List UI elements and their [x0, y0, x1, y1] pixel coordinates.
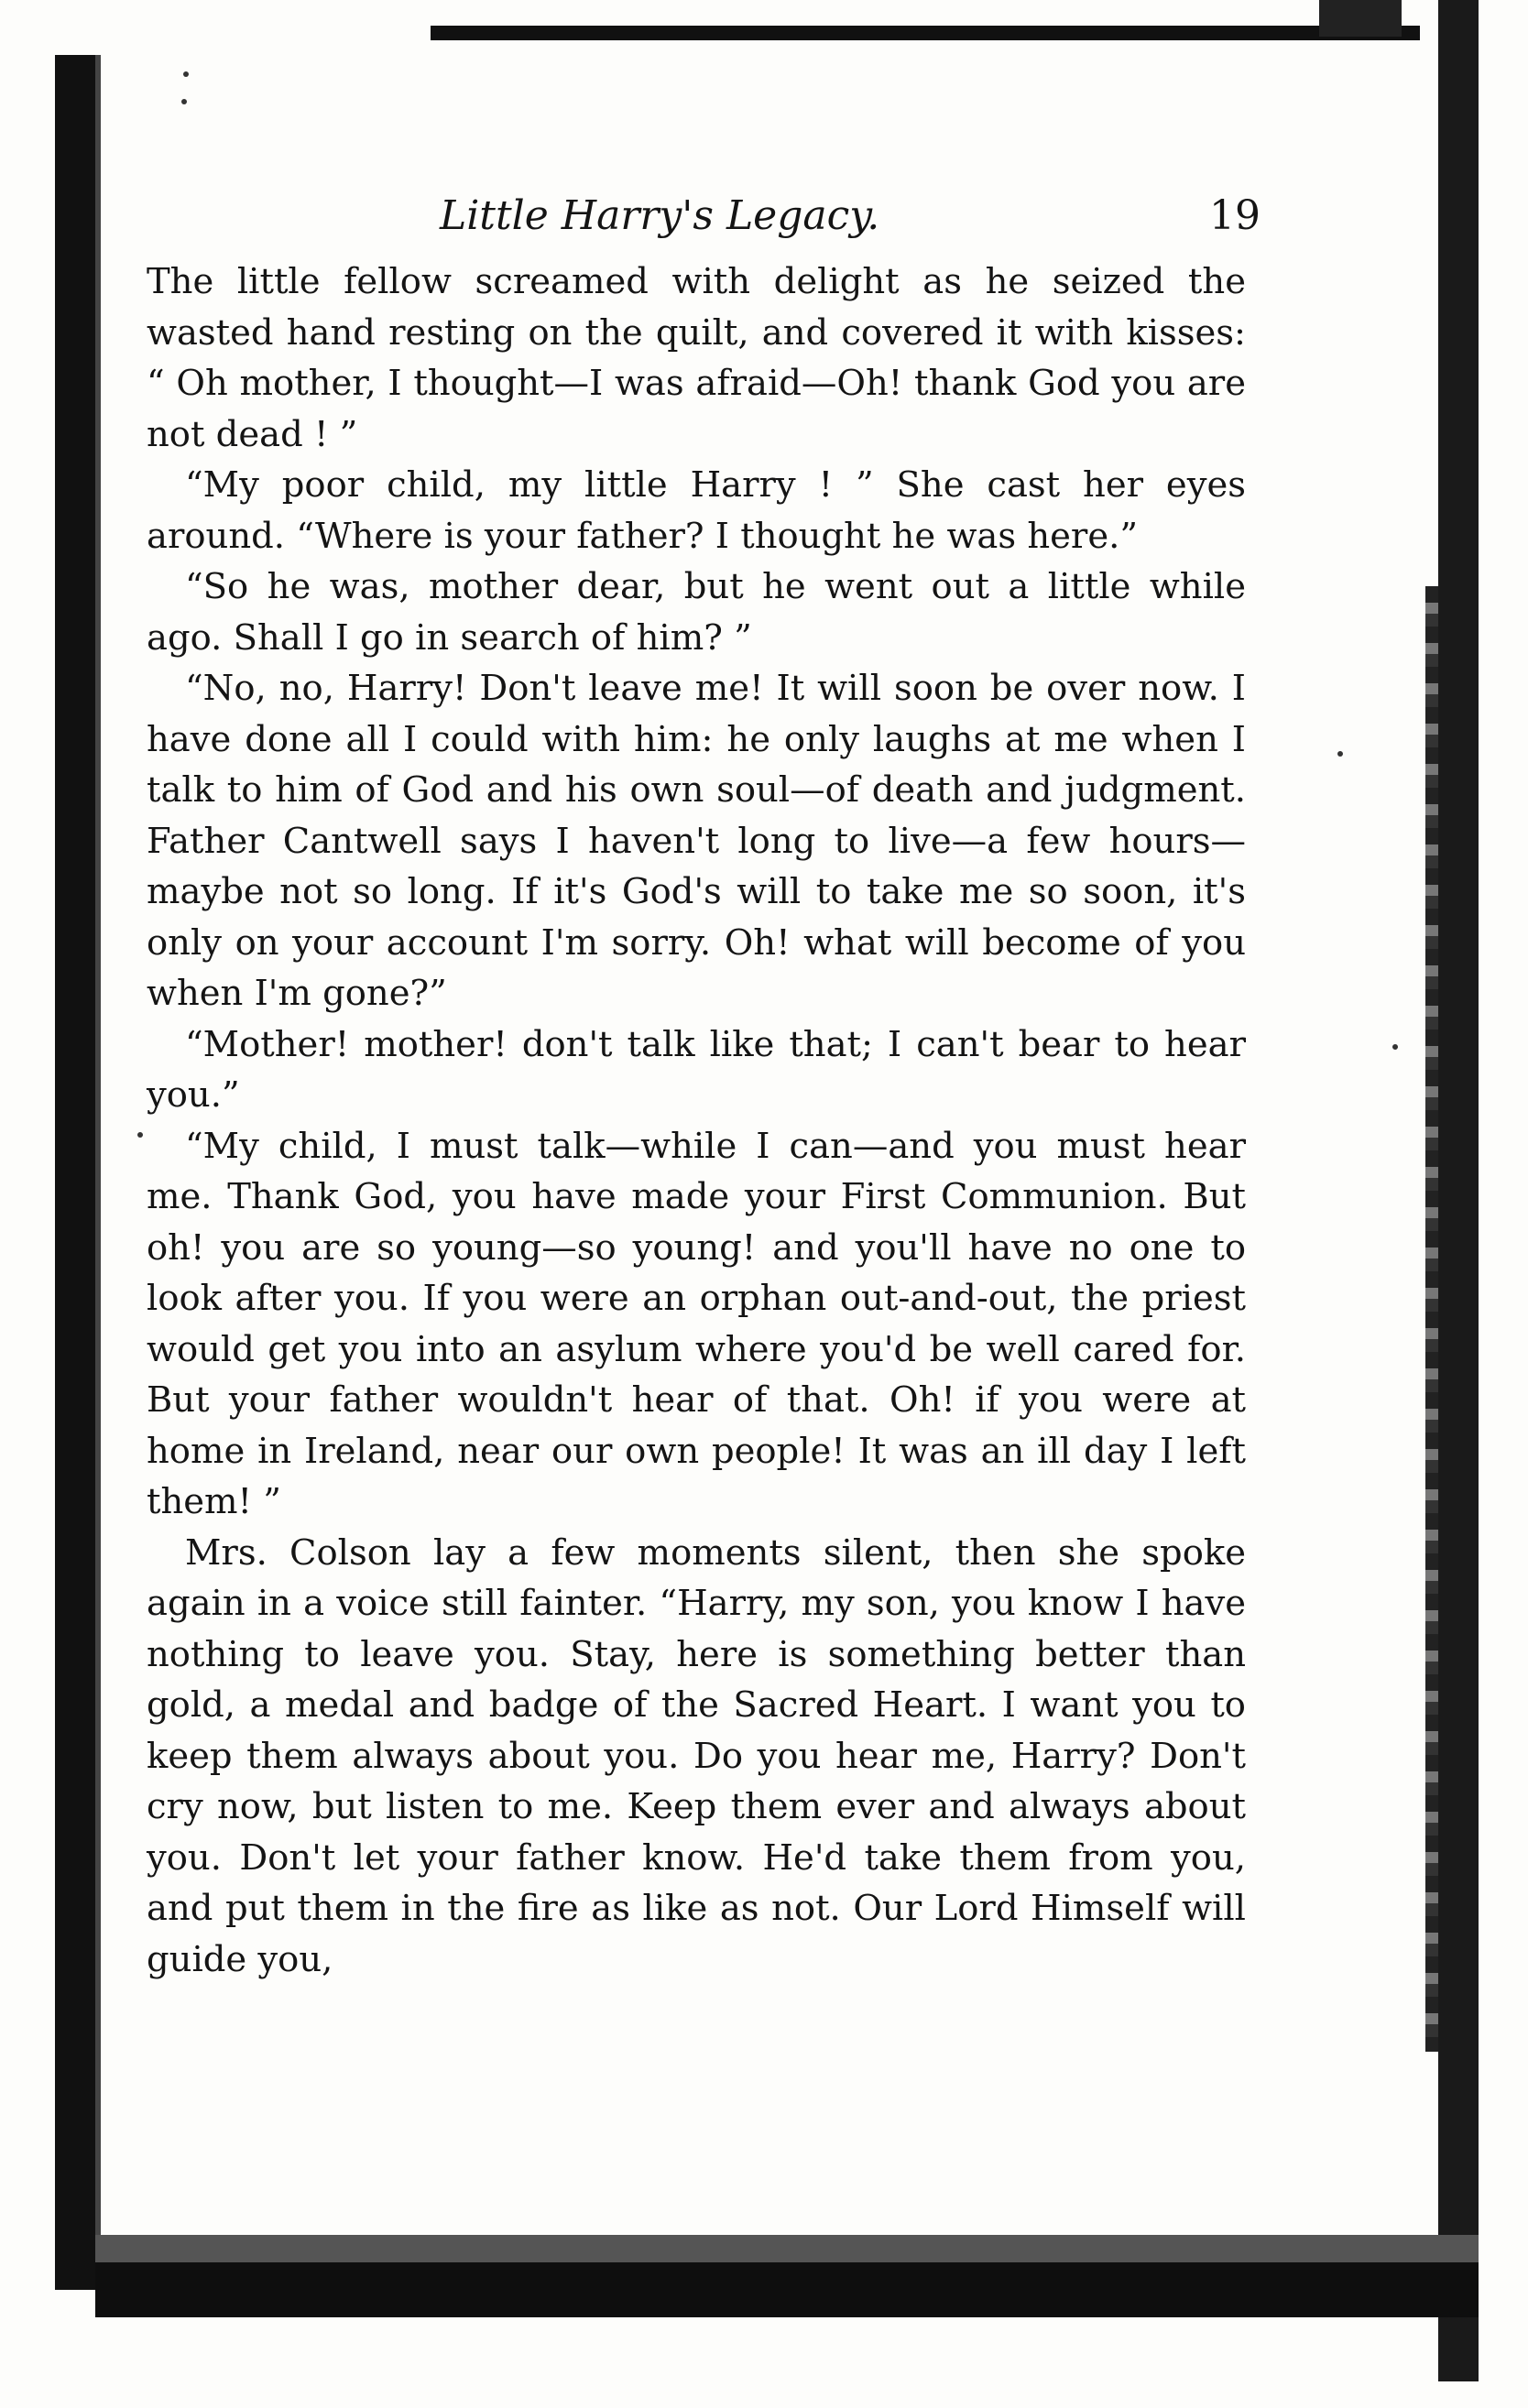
speck: [181, 99, 187, 104]
scan-edge-bottom: [95, 2262, 1479, 2317]
page-number: 19: [1209, 192, 1261, 239]
paragraph: The little fellow screamed with delight as he seized the wasted hand resting on the quilt, and covered it with kisses: “ Oh mother, I thought—I was afraid—Oh! thank God you are not dead ! ”: [147, 261, 1246, 455]
book-page: [147, 183, 1261, 1985]
paragraph: “So he was, mother dear, but he went out a little while ago. Shall I go in search of him? ”: [147, 566, 1246, 659]
scan-smudge: [1319, 0, 1402, 37]
scan-edge-right-shadow: [1425, 586, 1438, 2052]
speck: [1392, 1044, 1398, 1050]
paragraph: “No, no, Harry! Don't leave me! It will soon be over now. I have done all I could with him: he only laughs at me when I talk to him of God and his own soul—of death and judgment. Father Cantwell says I haven't long to live—a few hours—maybe not so long. If it's God's will to take me so soon, it's only on your account I'm sorry. Oh! what will become of you when I'm gone?”: [147, 668, 1246, 1014]
scan-edge-top: [431, 26, 1420, 40]
scan-edge-bottom-shadow: [95, 2235, 1479, 2262]
paragraph: “Mother! mother! don't talk like that; I can't bear to hear you.”: [147, 1023, 1246, 1116]
running-title: Little Harry's Legacy.: [440, 192, 880, 239]
speck: [137, 1132, 143, 1138]
paragraph: “My poor child, my little Harry ! ” She cast her eyes around. “Where is your father? I thought he was here.”: [147, 464, 1246, 557]
speck: [183, 71, 189, 77]
paragraph: “My child, I must talk—while I can—and you must hear me. Thank God, you have made your First Communion. But oh! you are so young—so young! and you'll have no one to look after you. If you were an orphan out-and-out, the priest would get you into an asylum where you'd be well cared for. But your father wouldn't hear of that. Oh! if you were at home in Ireland, near our own people! It was an ill day I left them! ”: [147, 1125, 1246, 1522]
paragraph: Mrs. Colson lay a few moments silent, then she spoke again in a voice still fainter. “Harry, my son, you know I have nothing to leave you. Stay, here is something better than gold, a medal and badge of the Sacred Heart. I want you to keep them always about you. Do you hear me, Harry? Don't cry now, but listen to me. Keep them ever and always about you. Don't let your father know. He'd take them from you, and put them in the fire as like as not. Our Lord Himself will guide you,: [147, 1531, 1246, 1980]
scan-edge-right: [1438, 0, 1479, 2381]
scan-edge-left: [55, 55, 95, 2290]
body-text: [147, 256, 1246, 1985]
speck: [1337, 751, 1343, 757]
running-head: [147, 183, 1261, 256]
scan-edge-left-shadow: [95, 55, 101, 2290]
